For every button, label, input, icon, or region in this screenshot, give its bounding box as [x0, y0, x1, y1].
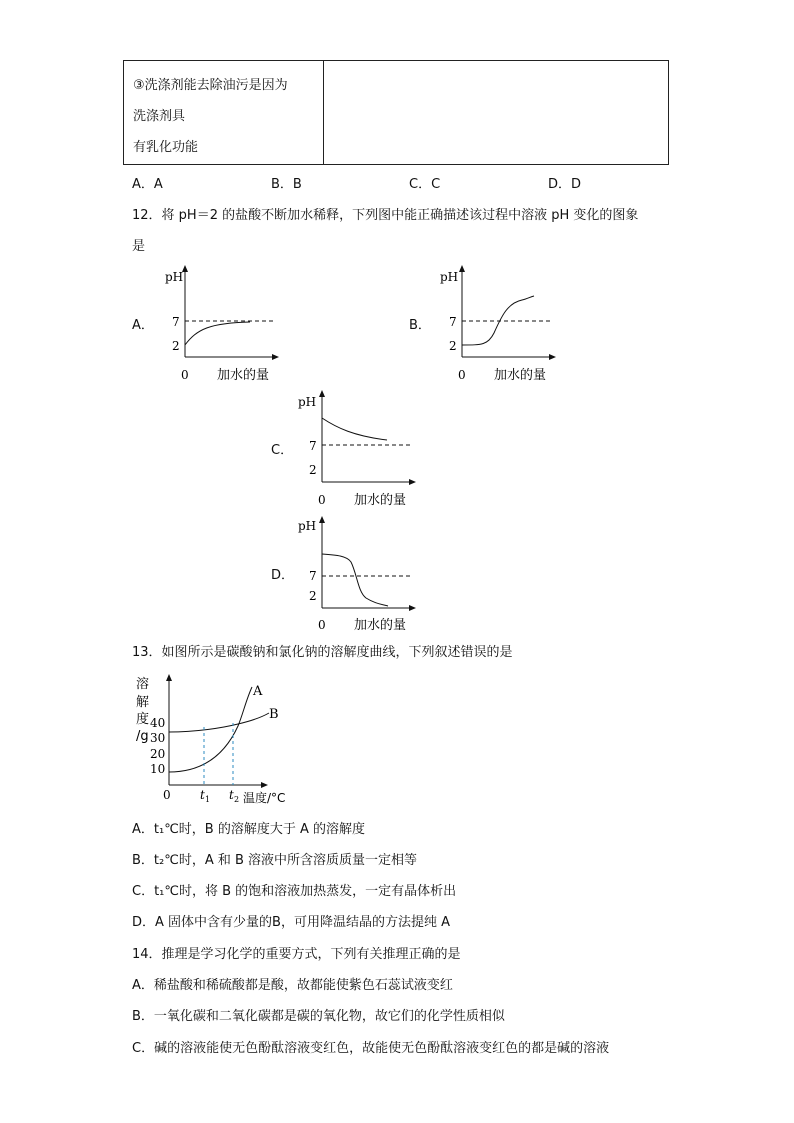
y-label-line-4: /g — [136, 729, 149, 744]
q13-stem: 13．如图所示是碳酸钠和氯化钠的溶解度曲线，下列叙述错误的是 — [132, 645, 513, 660]
q11-option-d: D．D — [548, 177, 582, 192]
q11-table — [123, 60, 669, 165]
q13-option-c: C．t₁℃时，将 B 的饱和溶液加热蒸发，一定有晶体析出 — [132, 884, 457, 899]
tick-7: 7 — [449, 315, 457, 329]
q12-graph-d — [292, 514, 427, 636]
ph-curve — [185, 322, 250, 345]
t2-subscript: 2 — [234, 795, 240, 804]
t2-label: t — [229, 788, 234, 802]
q11-option-c: C．C — [409, 177, 441, 192]
x-arrow — [549, 354, 556, 360]
tick-2: 2 — [449, 339, 457, 353]
x-label: 加水的量 — [354, 618, 407, 633]
t1-subscript: 1 — [205, 795, 211, 804]
origin-label: 0 — [318, 493, 326, 507]
q12-stem-line-1: 12．将 pH＝2 的盐酸不断加水稀释，下列图中能正确描述该过程中溶液 pH 变化的图象 — [132, 208, 639, 223]
q13-option-a: A．t₁℃时，B 的溶解度大于 A 的溶解度 — [132, 822, 366, 837]
curve-a-label: A — [253, 684, 263, 699]
y-arrow — [459, 265, 465, 272]
x-label: 加水的量 — [354, 493, 407, 508]
ph-label: pH — [298, 395, 317, 409]
tick-2: 2 — [309, 463, 317, 477]
q11-option-a: A．A — [132, 177, 163, 192]
t1-label: t — [200, 788, 205, 802]
q13-option-b: B．t₂℃时，A 和 B 溶液中所含溶质质量一定相等 — [132, 853, 418, 868]
y-arrow — [166, 674, 172, 681]
y-label-line-3: 度 — [136, 712, 150, 727]
q12-stem-line-2: 是 — [132, 239, 146, 254]
ph-curve — [322, 554, 388, 606]
q12-graph-d-letter: D． — [271, 568, 295, 583]
q13-solubility-chart — [132, 668, 307, 810]
x-label: 加水的量 — [217, 368, 270, 383]
y-tick-10: 10 — [150, 762, 166, 776]
x-label: 加水的量 — [494, 368, 547, 383]
x-label: 温度/°C — [243, 791, 286, 805]
ph-label: pH — [298, 519, 317, 533]
tick-2: 2 — [309, 589, 317, 603]
ph-label: pH — [440, 270, 459, 284]
x-arrow — [272, 354, 279, 360]
x-arrow — [409, 605, 416, 611]
q14-stem: 14．推理是学习化学的重要方式，下列有关推理正确的是 — [132, 947, 461, 962]
q14-option-b: B．一氧化碳和二氧化碳都是碳的氧化物，故它们的化学性质相似 — [132, 1009, 505, 1024]
q11-left-cell — [124, 61, 324, 165]
q12-graph-b-letter: B． — [409, 318, 431, 333]
q12-graph-c-letter: C． — [271, 443, 294, 458]
y-arrow — [319, 390, 325, 397]
tick-7: 7 — [172, 315, 180, 329]
tick-2: 2 — [172, 339, 180, 353]
q11-cell-line-3: 有乳化功能 — [133, 140, 199, 155]
y-arrow — [319, 516, 325, 523]
ph-label: pH — [165, 270, 184, 284]
q11-cell-line-2: 洗涤剂具 — [133, 109, 186, 124]
y-label-line-1: 溶 — [136, 677, 150, 692]
x-arrow — [409, 479, 416, 485]
y-tick-20: 20 — [150, 747, 166, 761]
q12-graph-a-letter: A． — [132, 318, 154, 333]
origin-label: 0 — [458, 368, 466, 382]
q12-graph-c — [292, 388, 427, 510]
origin-label: 0 — [163, 788, 171, 802]
x-arrow — [261, 782, 268, 788]
q14-option-a: A．稀盐酸和稀硫酸都是酸，故都能使紫色石蕊试液变红 — [132, 978, 453, 993]
curve-b — [169, 713, 269, 732]
q11-option-b: B．B — [271, 177, 302, 192]
tick-7: 7 — [309, 569, 317, 583]
y-tick-30: 30 — [150, 731, 166, 745]
q12-graph-a — [155, 263, 290, 385]
y-tick-40: 40 — [150, 716, 166, 730]
origin-label: 0 — [318, 618, 326, 632]
y-label-line-2: 解 — [136, 695, 150, 710]
ph-curve — [322, 418, 387, 440]
q12-graph-b — [432, 263, 567, 385]
q14-option-c: C．碱的溶液能使无色酚酞溶液变红色，故能使无色酚酞溶液变红色的都是碱的溶液 — [132, 1041, 610, 1056]
q13-option-d: D．A 固体中含有少量的B，可用降温结晶的方法提纯 A — [132, 915, 450, 930]
q11-cell-line-1: ③洗涤剂能去除油污是因为 — [133, 78, 288, 93]
origin-label: 0 — [181, 368, 189, 382]
q11-right-cell — [324, 61, 669, 165]
curve-b-label: B — [269, 707, 279, 722]
tick-7: 7 — [309, 439, 317, 453]
